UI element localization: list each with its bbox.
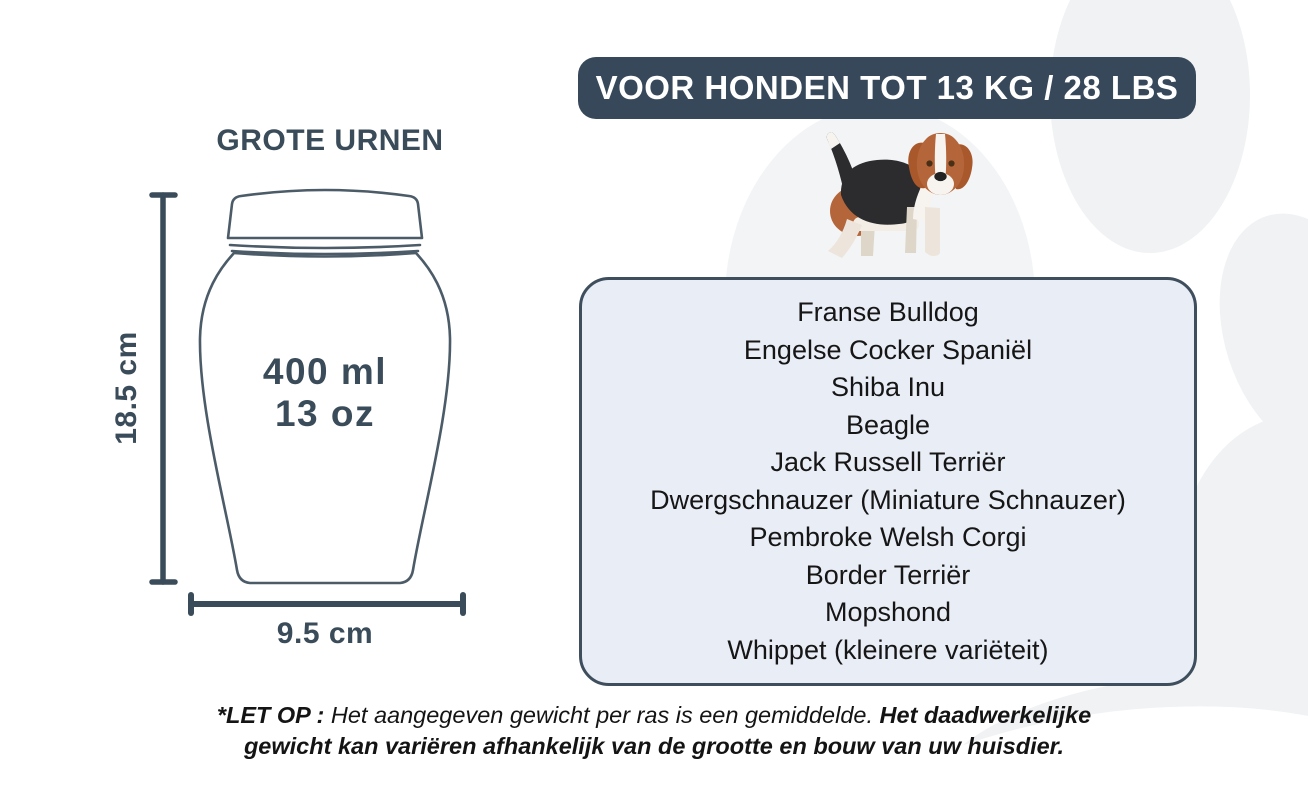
urn-volume-oz: 13 oz <box>274 393 376 434</box>
urn-volume-ml: 400 ml <box>262 351 388 392</box>
urn-width-label: 9.5 cm <box>276 617 374 650</box>
breed-item: Engelse Cocker Spaniël <box>743 334 1033 365</box>
note-prefix: *LET OP : <box>216 702 325 728</box>
urn-section-title: GROTE URNEN <box>216 124 444 157</box>
breed-item: Pembroke Welsh Corgi <box>749 522 1027 552</box>
breed-item: Whippet (kleinere variëteit) <box>727 634 1049 665</box>
breed-item: Franse Bulldog <box>797 297 979 327</box>
urn-height-label: 18.5 cm <box>110 331 143 445</box>
breed-item: Shiba Inu <box>830 372 946 402</box>
disclaimer-note <box>174 700 1134 762</box>
breed-item: Mopshond <box>824 597 952 627</box>
note-bold-text: Het daadwerkelijke gewicht kan variëren afhankelijk van de grootte en bouw van uw huisdier. <box>243 702 1092 759</box>
breed-item: Jack Russell Terriër <box>770 447 1006 477</box>
width-dimension-line <box>191 595 463 613</box>
breed-list-box <box>579 277 1197 686</box>
breed-item: Dwergschnauzer (Miniature Schnauzer) <box>650 484 1126 515</box>
note-normal-text: Het aangegeven gewicht per ras is een gemiddelde. <box>330 702 874 728</box>
weight-banner: VOOR HONDEN TOT 13 KG / 28 LBS <box>578 57 1196 119</box>
beagle-illustration <box>795 127 980 262</box>
breed-item: Beagle <box>845 409 931 440</box>
breed-item: Border Terriër <box>805 559 971 590</box>
height-dimension-line <box>152 195 175 582</box>
